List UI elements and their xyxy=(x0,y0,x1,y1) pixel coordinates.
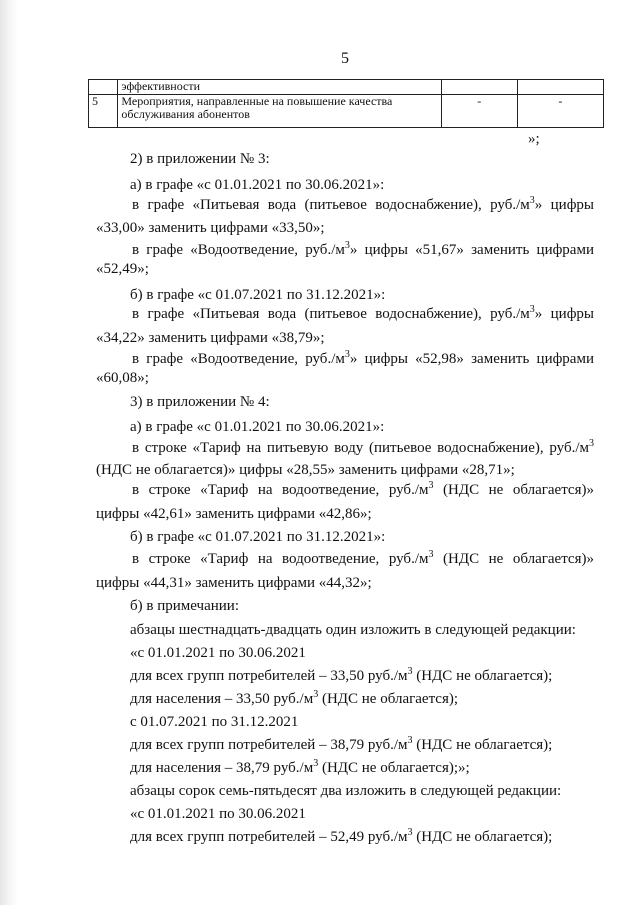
paragraph: в графе «Водоотведение, $руб./м^3$» цифры «52,98» заменить цифрами xyxy=(132,349,594,367)
paragraph: в графе «Питьевая вода (питьевое водоснабжение), $руб./м^3$» цифры xyxy=(132,195,594,213)
table-cell-text: эффективности xyxy=(118,80,441,95)
table-cell-num: 5 xyxy=(89,95,118,128)
paragraph: б) в примечании: xyxy=(130,598,239,614)
paragraph: для всех групп потребителей – 33,50 $руб./м^3$ (НДС не облагается); xyxy=(130,666,553,684)
paragraph: абзацы сорок семь-пятьдесят два изложить в следующей редакции: xyxy=(130,783,562,799)
paragraph: а) в графе «с 01.01.2021 по 30.06.2021»: xyxy=(130,177,385,193)
paragraph: для всех групп потребителей – 38,79 $руб./м^3$ (НДС не облагается); xyxy=(130,735,553,753)
page-number: 5 xyxy=(341,50,349,67)
paragraph: цифры «44,31» заменить цифрами «44,32»; xyxy=(96,575,372,591)
paragraph: «34,22» заменить цифрами «38,79»; xyxy=(96,330,325,346)
table-cell-value: - xyxy=(517,95,603,128)
paragraph: для всех групп потребителей – 52,49 $руб./м^3$ (НДС не облагается); xyxy=(130,827,553,845)
table-fragment xyxy=(88,79,604,128)
table-cell-num xyxy=(89,80,118,95)
table-row xyxy=(89,80,604,95)
paragraph: для населения – 38,79 $руб./м^3$ (НДС не облагается);»; xyxy=(130,758,470,776)
paragraph: «с 01.01.2021 по 30.06.2021 xyxy=(130,645,306,661)
paragraph: «60,08»; xyxy=(96,370,149,386)
paragraph: в графе «Питьевая вода (питьевое водоснабжение), $руб./м^3$» цифры xyxy=(132,304,594,322)
paragraph: цифры «42,61» заменить цифрами «42,86»; xyxy=(96,506,372,522)
paragraph: «52,49»; xyxy=(96,261,149,277)
table-cell-value: - xyxy=(441,95,517,128)
paragraph: в строке «Тариф на водоотведение, $руб./м^3$ (НДС не облагается)» xyxy=(132,549,594,567)
paragraph: в строке «Тариф на водоотведение, $руб./м^3$ (НДС не облагается)» xyxy=(132,480,594,498)
paragraph: а) в графе «с 01.01.2021 по 30.06.2021»: xyxy=(130,419,385,435)
table-cell-text: Мероприятия, направленные на повышение качества обслуживания абонентов xyxy=(118,95,441,128)
paragraph: «33,00» заменить цифрами «33,50»; xyxy=(96,220,325,236)
paragraph: в графе «Водоотведение, $руб./м^3$» цифры «51,67» заменить цифрами xyxy=(132,240,594,258)
paragraph: в строке «Тариф на питьевую воду (питьевое водоснабжение), $руб./м^3$ xyxy=(132,438,594,456)
paragraph: «с 01.01.2021 по 30.06.2021 xyxy=(130,806,306,822)
scan-edge-shadow xyxy=(0,0,18,905)
paragraph: 3) в приложении № 4: xyxy=(130,394,270,410)
paragraph: б) в графе «с 01.07.2021 по 31.12.2021»: xyxy=(130,529,386,545)
paragraph: с 01.07.2021 по 31.12.2021 xyxy=(130,714,299,730)
paragraph: абзацы шестнадцать-двадцать один изложить в следующей редакции: xyxy=(130,622,576,638)
paragraph: б) в графе «с 01.07.2021 по 31.12.2021»: xyxy=(130,287,386,303)
paragraph: для населения – 33,50 $руб./м^3$ (НДС не облагается); xyxy=(130,689,459,707)
closing-quote: »; xyxy=(528,131,540,147)
table-cell-value xyxy=(517,80,603,95)
table-row xyxy=(89,95,604,128)
paragraph: 2) в приложении № 3: xyxy=(130,151,270,167)
paragraph: (НДС не облагается)» цифры «28,55» заменить цифрами «28,71»; xyxy=(96,462,515,478)
table-cell-value xyxy=(441,80,517,95)
